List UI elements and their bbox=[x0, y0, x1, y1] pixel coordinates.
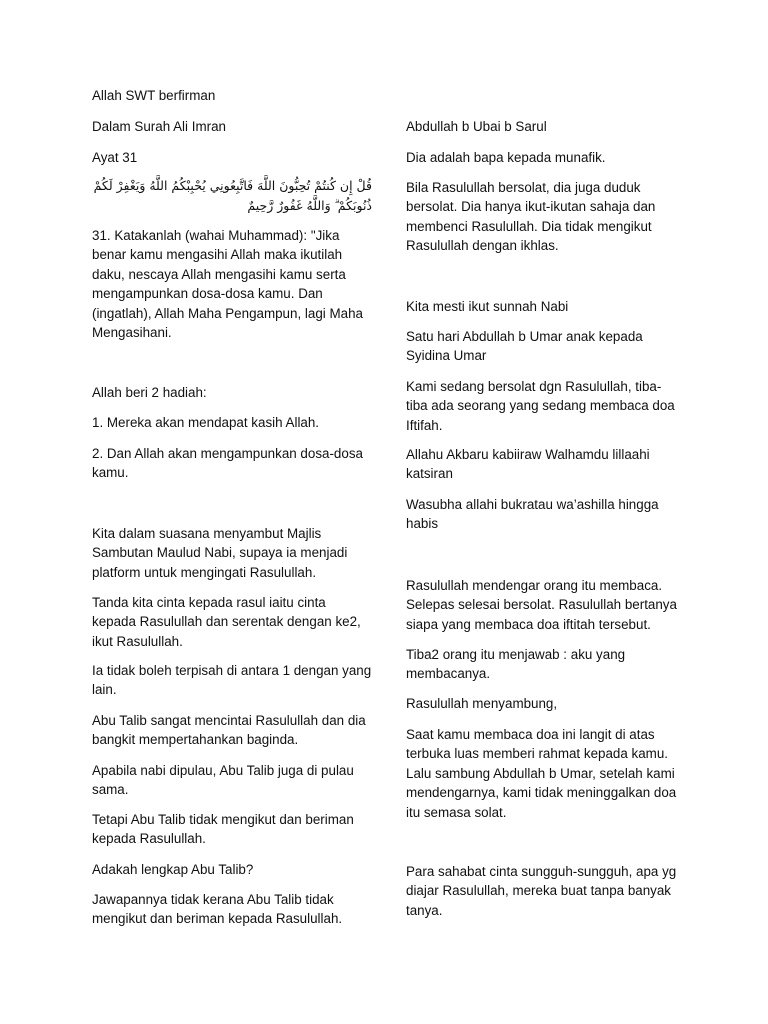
list-item: 2. Dan Allah akan mengampunkan dosa-dosa kamu. bbox=[92, 446, 363, 481]
paragraph: Abdullah b Ubai b Sarul bbox=[406, 119, 547, 134]
paragraph: Bila Rasulullah bersolat, dia juga duduk bersolat. Dia hanya ikut-ikutan sahaja dan membenci Rasulullah. Dia tidak mengikut Rasulullah dengan ikhlas. bbox=[406, 180, 656, 254]
paragraph: Tiba2 orang itu menjawab : aku yang membacanya. bbox=[406, 647, 626, 682]
paragraph: Apabila nabi dipulau, Abu Talib juga di pulau sama. bbox=[92, 763, 354, 798]
paragraph: Kami sedang bersolat dgn Rasulullah, tiba-tiba ada seorang yang sedang membaca doa Iftifah. bbox=[406, 379, 675, 433]
paragraph: Kita mesti ikut sunnah Nabi bbox=[406, 299, 569, 314]
surah-line: Dalam Surah Ali Imran bbox=[92, 119, 226, 134]
paragraph: Allahu Akbaru kabiiraw Walhamdu lillaahi katsiran bbox=[406, 447, 650, 482]
paragraph: Abu Talib sangat mencintai Rasulullah dan dia bangkit mempertahankan baginda. bbox=[92, 713, 366, 748]
paragraph: Allah beri 2 hadiah: bbox=[92, 385, 207, 400]
paragraph: Adakah lengkap Abu Talib? bbox=[92, 862, 254, 877]
paragraph: Para sahabat cinta sungguh-sungguh, apa yg diajar Rasulullah, mereka buat tanpa banyak tanya. bbox=[406, 864, 677, 918]
paragraph: Ia tidak boleh terpisah di antara 1 dengan yang lain. bbox=[92, 663, 372, 698]
paragraph: Dia adalah bapa kepada munafik. bbox=[406, 150, 606, 165]
paragraph: Rasulullah mendengar orang itu membaca. Selepas selesai bersolat. Rasulullah bertanya siapa yang membaca doa iftitah tersebut. bbox=[406, 578, 677, 632]
paragraph: Kita dalam suasana menyambut Majlis Sambutan Maulud Nabi, supaya ia menjadi platform untuk mengingati Rasulullah. bbox=[92, 526, 348, 580]
paragraph: Wasubha allahi bukratau wa’ashilla hingga habis bbox=[406, 497, 659, 532]
paragraph: Tanda kita cinta kepada rasul iaitu cinta kepada Rasulullah dan serentak dengan ke2, ikut Rasulullah. bbox=[92, 595, 361, 649]
paragraph: Jawapannya tidak kerana Abu Talib tidak mengikut dan beriman kepada Rasulullah. bbox=[92, 892, 343, 927]
paragraph: Rasulullah menyambung, bbox=[406, 696, 558, 711]
arabic-verse: قُلْ إِن كُنتُمْ تُحِبُّونَ اللَّهَ فَاتَّبِعُونِي يُحْبِبْكُمُ اللَّهُ وَيَغْفِرْ لَكُمْ ذُنُوبَكُمْ ۗ وَاللَّهُ غَفُورٌ رَّحِيمٌ bbox=[93, 178, 372, 213]
paragraph: Tetapi Abu Talib tidak mengikut dan beriman kepada Rasulullah. bbox=[92, 812, 354, 847]
paragraph: Saat kamu membaca doa ini langit di atas terbuka luas memberi rahmat kepada kamu. Lalu sambung Abdullah b Umar, setelah kami mendengarnya, kami tidak meninggalkan doa itu semasa solat. bbox=[406, 727, 677, 820]
list-item: 1. Mereka akan mendapat kasih Allah. bbox=[92, 415, 320, 430]
verse-translation: 31. Katakanlah (wahai Muhammad): "Jika benar kamu mengasihi Allah maka ikutilah daku, nescaya Allah mengasihi kamu serta mengampunkan dosa-dosa kamu. Dan (ingatlah), Allah Maha Pengampun, lagi Maha Mengasihani. bbox=[92, 228, 363, 341]
ayat-line: Ayat 31 bbox=[92, 150, 138, 165]
paragraph: Satu hari Abdullah b Umar anak kepada Syidina Umar bbox=[406, 329, 643, 364]
intro-line: Allah SWT berfirman bbox=[92, 88, 216, 103]
